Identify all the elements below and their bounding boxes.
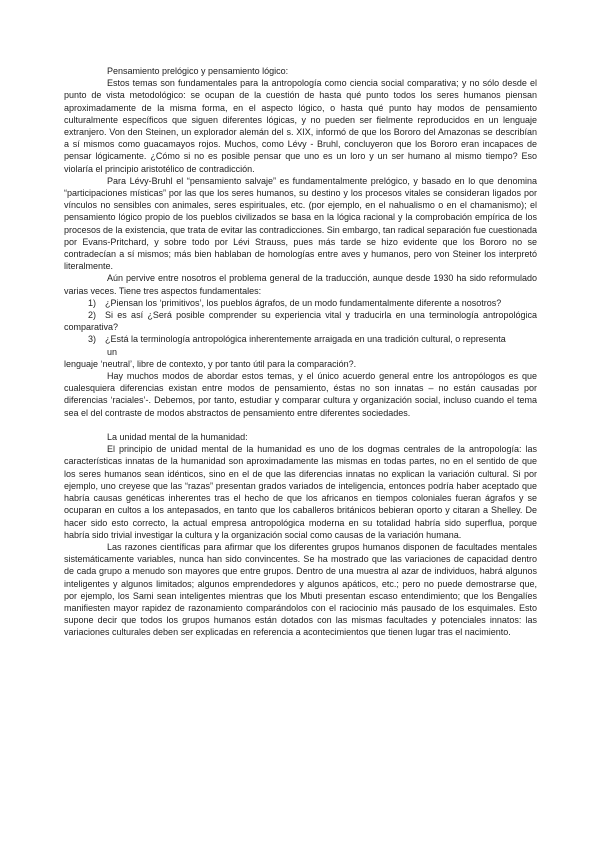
- section-heading-prelogical-thought: Pensamiento prelógico y pensamiento lógico:: [107, 66, 289, 76]
- item-number: 2): [88, 310, 97, 321]
- paragraph-neutral-language: lenguaje ‘neutral’, libre de contexto, y por tanto útil para la comparación?.: [64, 358, 357, 369]
- paragraph-scientific-reasons: Las razones científicas para afirmar que los diferentes grupos humanos disponen de facultades mentales sistemáticamente variables, nunca han sido convincentes. Se ha mostrado que las variaciones de capacidad dentro de cada grupo a menudo son mayores que entre grupos. Dentro de una muestra al azar de individuos, habrá algunos inteligentes y algunos limitados; algunos emprendedores y algunos apáticos, etc.; pero no puede demostrarse que, por ejemplo, los Sami sean inteligentes mientras que los Mbuti presentan escaso entendimiento; que los Bengalíes manifiesten mayor rapidez de razonamiento comparándolos con el raciocinio más pausado de los esquimales. Esto supone decir que todos los grupos humanos están dotados con las mismas facultades y potenciales innatos: las variaciones culturales deben ser explicadas en referencia a acontecimientos que tienen lugar tras el nacimiento.: [64, 541, 537, 638]
- item-text: ¿Piensan los ‘primitivos’, los pueblos ágrafos, de un modo fundamentalmente diferente a nosotros?: [105, 297, 502, 308]
- paragraph-mental-unity-principle: El principio de unidad mental de la humanidad es uno de los dogmas centrales de la antropología: las características innatas de la humanidad son aproximadamente las mismas en todas partes, no en el sentido de que los seres humanos sean idénticos, sino en el de que las diferencias innatas no explican la variación cultural. Si por ejemplo, uno creyese que las “razas” presentan grados variados de inteligencia, entonces podría haber aceptado que habría causas genéticas inherentes tras el hecho de que los africanos en tiempos coloniales fueran ágrafos y se ocuparan en cultos a los antepasados, en tanto que los caballeros británicos bebieran oporto y citaran a Shelley. De hacer sido esto correcto, la actual empresa antropológica moderna en su totalidad habría sido superflua, porque habría sido trivial investigar la cultura y la organización social como causas de la variación humana.: [64, 444, 537, 540]
- item-text: ¿Está la terminología antropológica inherentemente arraigada en una tradición cultural, o representa: [105, 334, 506, 345]
- paragraph-comparative-anthropology: Estos temas son fundamentales para la antropología como ciencia social comparativa; y no sólo desde el punto de vista metodológico: se ocupan de la cuestión de hasta qué punto todos los seres humanos piensan aproximadamente de la misma forma, en el aspecto lógico, o hasta qué punto hay modos de pensamiento culturalmente específicos que siguen diferentes lógicas, y no pueden ser fielmente reproducidos en un lenguaje extranjero. Von den Steinen, un explorador alemán del s. XIX, informó de que los Bororo del Amazonas se describían a sí mismos como guacamayos rojos. Muchos, como Lévy - Bruhl, concluyeron que los Bororo eran incapaces de pensar lógicamente. ¿Cómo si no es posible pensar que uno es un loro y un ser humano al mismo tiempo? Eso violaría el principio aristotélico de contradicción.: [64, 78, 537, 174]
- blank-line: [64, 419, 537, 431]
- item-number: 1): [88, 297, 97, 308]
- numbered-item-2: [64, 309, 537, 333]
- section-heading-mental-unity: La unidad mental de la humanidad:: [107, 432, 248, 443]
- paragraph-translation-problem: Aún pervive entre nosotros el problema general de la traducción, aunque desde 1930 ha sido reformulado varias veces. Tiene tres aspectos fundamentales:: [64, 273, 537, 296]
- item-text: Si es así ¿Será posible comprender su experiencia vital y traducirla en una terminología antropológica comparativa?: [64, 310, 537, 333]
- paragraph-no-innate-differences: Hay muchos modos de abordar estos temas, y el único acuerdo general entre los antropólogos es que cualesquiera diferencias existan entre modos de pensamiento, éstas no son innatas – no están causadas por diferencias ‘raciales’-. Debemos, por tanto, estudiar y comparar cultura y organización social, incluso cuando el tema sea el del contraste de modos abstractos de pensamiento entre diferentes sociedades.: [64, 371, 537, 418]
- paragraph-levy-bruhl: Para Lévy-Bruhl el “pensamiento salvaje” es fundamentalmente prelógico, y basado en lo que denomina “participaciones místicas” por las que los seres humanos, su destino y los procesos vitales se consideran ligados por vínculos no sensibles con animales, seres espirituales, etc. (por ejemplo, en el nahualismo o en el chamanismo); el pensamiento lógico propio de los pueblos civilizados se basa en la lógica racional y la comprobación empírica de los procesos de la existencia, que trata de evitar las contradicciones. Sin embargo, tan radical separación fue cuestionada por Evans-Pritchard, y sobre todo por Lévi Strauss, pues más tarde se hizo evidente que los Bororo no se contradecían a sí mismos; más bien hablaban de homologías entre aves y humanos, pero von Steiner los interpretó literalmente.: [64, 175, 537, 272]
- item-number: 3): [88, 334, 97, 345]
- numbered-item-1: [64, 297, 537, 309]
- numbered-item-3: [64, 333, 537, 345]
- item-3-continuation: un: [107, 346, 118, 357]
